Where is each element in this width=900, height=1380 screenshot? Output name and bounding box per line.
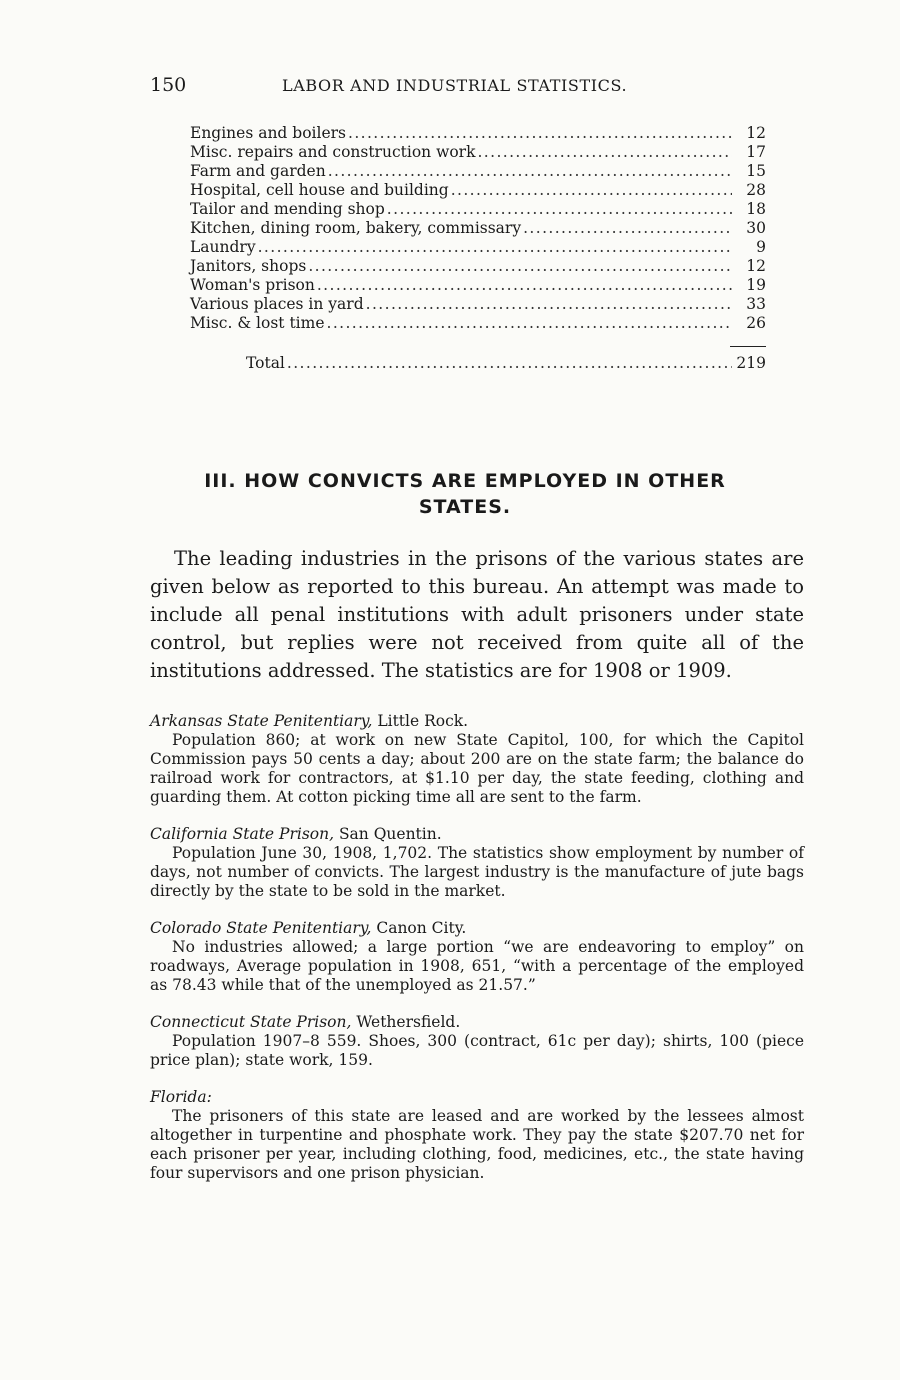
table-row [190,314,766,333]
institution-location: Canon City. [371,919,467,937]
row-label: Farm and garden [190,162,326,180]
entry-heading [150,712,804,731]
dot-leader [256,238,732,257]
institution-location: San Quentin. [334,825,442,843]
row-value: 30 [746,219,766,237]
running-title: LABOR AND INDUSTRIAL STATISTICS. [282,76,628,95]
row-value: 18 [746,200,766,218]
table-row [190,124,766,143]
row-value: 19 [746,276,766,294]
row-label: Tailor and mending shop [190,200,385,218]
entry-heading [150,919,804,938]
dot-leader [364,295,732,314]
row-label: Hospital, cell house and building [190,181,449,199]
dot-leader [326,162,732,181]
institution-name: Connecticut State Prison, [150,1013,352,1031]
dot-leader [325,314,733,333]
row-label: Woman's prison [190,276,315,294]
dot-leader [306,257,732,276]
institution-location: Little Rock. [372,712,469,730]
row-label: Kitchen, dining room, bakery, commissary [190,219,522,237]
entry-body: Population 1907–8 559. Shoes, 300 (contract, 61c per day); shirts, 100 (piece price plan); state work, 159. [150,1032,804,1069]
table-row [190,143,766,162]
total-value: 219 [736,354,766,372]
section-heading [150,468,780,520]
row-value: 28 [746,181,766,199]
page-header [150,74,770,100]
page-number: 150 [150,74,187,96]
row-label: Various places in yard [190,295,364,313]
table-row [190,276,766,295]
entry-body: Population 860; at work on new State Capitol, 100, for which the Capitol Commission pays 50 cents a day; about 200 are on the state farm; the balance do railroad work for contractors, at $1.10 per day, the state feeding, clothing and guarding them. At cotton picking time all are sent to the farm. [150,731,804,806]
institution-entry [150,825,804,901]
table-row [190,200,766,219]
institution-entry [150,712,804,807]
institution-entry [150,1088,804,1183]
dot-leader [521,219,732,238]
total-label: Total [246,354,285,372]
employment-table [190,124,766,372]
row-label: Misc. & lost time [190,314,325,332]
institution-location: Wethersfield. [351,1013,461,1031]
row-label: Janitors, shops [190,257,307,275]
institution-name: Arkansas State Penitentiary, [150,712,373,730]
dot-leader [285,354,732,373]
institution-entry [150,919,804,995]
institution-name: California State Prison, [150,825,335,843]
section-heading-line2: STATES. [418,495,512,518]
intro-paragraph [150,545,804,685]
row-value: 26 [746,314,766,332]
dot-leader [385,200,732,219]
dot-leader [346,124,732,143]
row-label: Misc. repairs and construction work [190,143,476,161]
row-value: 9 [756,238,766,256]
entry-body: No industries allowed; a large portion “we are endeavoring to employ” on roadways, Average population in 1908, 651, “with a percentage of the employed as 78.43 while that of the unemployed as 21.57.” [150,938,804,994]
table-row [190,295,766,314]
institution-name: Colorado State Penitentiary, [150,919,372,937]
row-value: 33 [746,295,766,313]
entry-heading [150,1013,804,1032]
row-value: 12 [746,257,766,275]
entry-body: Population June 30, 1908, 1,702. The statistics show employment by number of days, not number of convicts. The largest industry is the manufacture of jute bags directly by the state to be sold in the market. [150,844,804,900]
row-value: 17 [746,143,766,161]
total-rule [730,346,766,347]
institution-entry [150,1013,804,1070]
dot-leader [449,181,732,200]
section-heading-line1: III. HOW CONVICTS ARE EMPLOYED IN OTHER [204,469,726,492]
dot-leader [315,276,732,295]
row-value: 12 [746,124,766,142]
dot-leader [475,143,732,162]
table-row [190,219,766,238]
entry-body: The prisoners of this state are leased and are worked by the lessees almost altogether in turpentine and phosphate work. They pay the state $207.70 net for each prisoner per year, including clothing, food, medicines, etc., the state having four supervisors and one prison physician. [150,1107,804,1182]
table-row [190,238,766,257]
intro-text: The leading industries in the prisons of the various states are given below as reported to this bureau. An attempt was made to include all penal institutions with adult prisoners under state control, but replies were not received from quite all of the institutions addressed. The statistics are for 1908 or 1909. [150,547,804,682]
table-row [190,257,766,276]
institution-entries [150,712,804,1201]
row-value: 15 [746,162,766,180]
table-row [190,162,766,181]
row-label: Engines and boilers [190,124,346,142]
institution-name: Florida: [150,1088,212,1106]
table-row [190,181,766,200]
total-row [246,354,766,373]
entry-heading [150,825,804,844]
entry-heading [150,1088,804,1107]
row-label: Laundry [190,238,256,256]
